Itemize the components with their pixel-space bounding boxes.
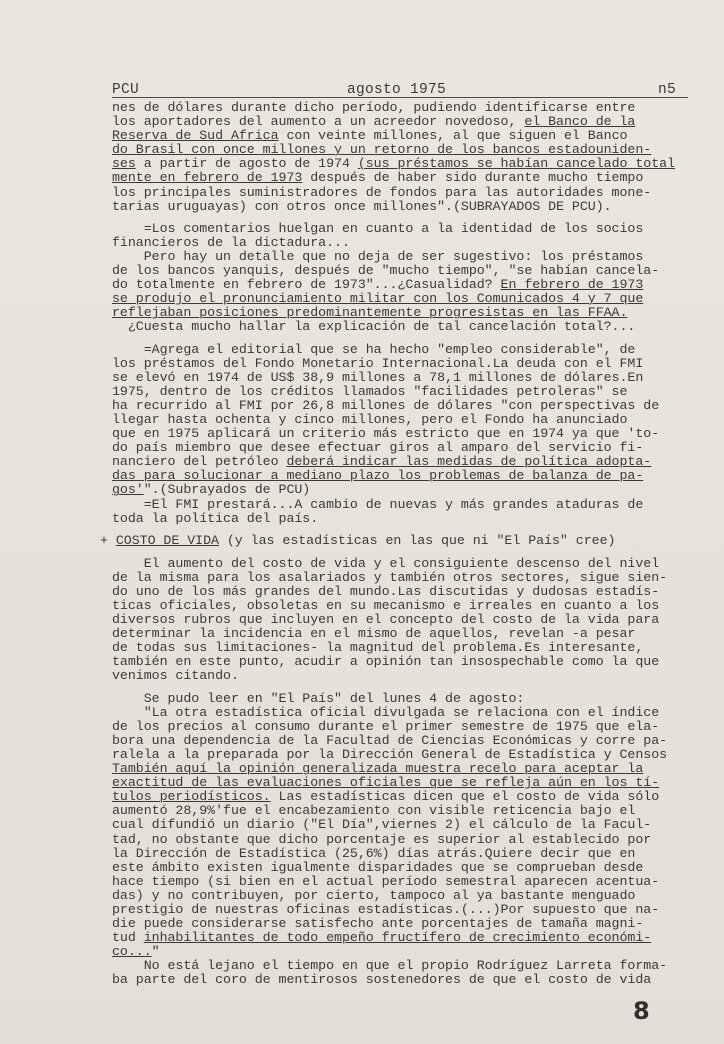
text-line (112, 171, 678, 185)
text-run: ticas oficiales, obsoletas en su mecanismo e irreales en cuanto a los (112, 598, 660, 613)
section-heading (100, 534, 678, 549)
text-line (112, 861, 678, 875)
text-line (112, 641, 678, 655)
text-line (112, 931, 678, 945)
text-run: también en este punto, acudir a opinión tan insospechable como la que (112, 654, 660, 670)
paragraph (112, 557, 678, 684)
text-line (112, 498, 678, 512)
text-run: determinar la incidencia en el mismo de aquellos, revelan -a pesar (112, 626, 636, 642)
text-line (112, 385, 678, 399)
header-publication: PCU (112, 82, 140, 98)
underlined-text-run: do Brasil con once millones y un retorno de los bancos estadouniden- (112, 142, 652, 158)
text-run: =El FMI prestará...A cambio de nuevas y más grandes ataduras de (112, 496, 644, 512)
text-line (112, 343, 678, 357)
text-line (112, 557, 678, 571)
text-run: los préstamos del Fondo Monetario Internacional.La deuda con el FMI (112, 355, 644, 371)
page-number: 8 (633, 997, 650, 1025)
text-line (112, 469, 678, 483)
text-run: de los bancos yanquis, después de "mucho tiempo", "se habían cancela- (112, 263, 660, 279)
text-run: El aumento del costo de vida y el consiguiente descenso del nivel (112, 555, 660, 571)
text-run: do totalmente en febrero de 1973"...¿Casualidad? (112, 277, 501, 293)
text-run: con veinte millones, al que siguen el Banco (278, 128, 628, 144)
text-line (112, 917, 678, 931)
text-line (112, 186, 678, 200)
underlined-text-run: se produjo el pronunciamiento militar con los Comunicados 4 y 7 que (112, 291, 644, 307)
underlined-text-run: En febrero de 1973 (500, 277, 644, 293)
text-line (112, 357, 678, 371)
text-line (112, 292, 678, 306)
text-line (112, 655, 678, 669)
text-line (112, 483, 678, 497)
text-line (112, 818, 678, 832)
text-line (112, 413, 678, 427)
text-line (112, 455, 678, 469)
text-run: bora una dependencia de la Facultad de Ciencias Económicas y corre pa- (112, 732, 668, 748)
text-run: =Agrega el editorial que se ha hecho "empleo considerable", de (112, 341, 636, 357)
text-line (112, 748, 678, 762)
header-date: agosto 1975 (347, 82, 447, 98)
underlined-text-run: deberá indicar las medidas de política adopta- (286, 454, 652, 470)
text-line (112, 571, 678, 585)
text-line (112, 973, 678, 987)
text-run: 1975, dentro de los créditos llamados "facilidades petroleras" se (112, 383, 628, 399)
text-run: tud (112, 930, 144, 946)
text-run: se elevó en 1974 de US$ 38,9 millones a 78,1 millones de dólares.En (112, 369, 644, 385)
text-line (112, 613, 678, 627)
text-run: "La otra estadística oficial divulgada se relaciona con el índice (112, 704, 660, 720)
text-line (112, 441, 678, 455)
underlined-text-run: el Banco de la (524, 114, 636, 130)
text-run: venimos citando. (112, 668, 239, 684)
text-line (112, 959, 678, 973)
text-run: los principales suministradores de fondos para las autoridades mone- (112, 184, 652, 200)
text-run: " (151, 944, 160, 960)
text-line (112, 599, 678, 613)
text-run: ha recurrido al FMI por 26,8 millones de dólares "con perspectivas de (112, 397, 660, 413)
text-line (112, 101, 678, 115)
text-run: =Los comentarios huelgan en cuanto a la identidad de los socios (112, 220, 644, 236)
text-line (112, 804, 678, 818)
text-line (112, 776, 678, 790)
text-line (112, 875, 678, 889)
text-run: do uno de los más grandes del mundo.Las discutidas y dudosas estadís- (112, 583, 660, 599)
text-run: este ámbito existen igualmente disparidades que se comprueban desde (112, 859, 644, 875)
text-run: a partir de agosto de 1974 (135, 156, 358, 172)
text-line (112, 790, 678, 804)
text-line (112, 399, 678, 413)
text-run: die puede considerarse satisfecho ante porcentajes de tamaña magni- (112, 916, 644, 932)
text-line (112, 889, 678, 903)
text-run: tarias uruguayas) con otros once millones".(SUBRAYADOS DE PCU). (112, 198, 612, 214)
text-run: do país miembro que desee efectuar giros al amparo del servicio fi- (112, 440, 644, 456)
text-run: de los precios al consumo durante el primer semestre de 1975 que ela- (112, 718, 660, 734)
text-run: tad, no obstante que dicho porcentaje es superior al establecido por (112, 831, 652, 847)
text-run: ralela a la preparada por la Dirección General de Estadística y Censos (112, 746, 668, 762)
text-run: hace tiempo (si bien en el actual período semestral aparecen acentua- (112, 873, 660, 889)
section-bullet: + (100, 532, 116, 548)
text-run: cual difundió un diario ("El Día",viernes 2) el cálculo de la Facul- (112, 817, 652, 833)
paragraph (112, 101, 678, 214)
text-line (112, 129, 678, 143)
underlined-text-run: tulos periodísticos. (112, 789, 271, 805)
section-subtitle: (y las estadísticas en las que ni "El País" cree) (218, 532, 616, 548)
text-line (112, 585, 678, 599)
text-line (112, 143, 678, 157)
section-title: COSTO DE VIDA (115, 532, 219, 548)
text-run: prestigio de nuestras oficinas estadísticas.(...)Por supuesto que na- (112, 901, 660, 917)
underlined-text-run: exactitud de las evaluaciones oficiales que se refleja aún en los tí- (112, 775, 660, 791)
text-line (112, 734, 678, 748)
text-line (112, 706, 678, 720)
text-run: ".(Subrayados de PCU) (143, 482, 311, 498)
header-rule (112, 97, 688, 98)
text-run: la Dirección de Estadística (25,6%) días atrás.Quiere decir que en (112, 845, 636, 861)
paragraph (112, 222, 678, 335)
text-line (112, 692, 678, 706)
text-run: ¿Cuesta mucho hallar la explicación de tal cancelación total?... (112, 319, 636, 335)
page-header (112, 82, 688, 100)
text-line (112, 945, 678, 959)
text-line (112, 627, 678, 641)
text-run: ba parte del coro de mentirosos sostenedores de que el costo de vida (112, 972, 652, 988)
text-line (112, 762, 678, 776)
text-run: de la misma para los asalariados y también otros sectores, sigue sien- (112, 569, 668, 585)
text-run: de todas sus limitaciones- la magnitud del problema.Es interesante, (112, 640, 644, 656)
text-run: llegar hasta ochenta y cinco millones, pero el Fondo ha anunciado (112, 411, 628, 427)
text-run: nanciero del petróleo (112, 454, 287, 470)
underlined-text-run: Reserva de Sud Africa (112, 128, 279, 144)
paragraph (112, 692, 678, 988)
text-line (112, 236, 678, 250)
text-line (112, 264, 678, 278)
text-line (112, 903, 678, 917)
text-run: Se pudo leer en "El País" del lunes 4 de agosto: (112, 690, 525, 706)
underlined-text-run: reflejaban posiciones predominantemente progresistas en las FFAA. (112, 305, 628, 321)
text-run: das) y no contribuyen, por cierto, tampoco al ya bastante menguado (112, 887, 636, 903)
text-run: nes de dólares durante dicho período, pudiendo identificarse entre (112, 100, 636, 115)
text-run: Las estadísticas dicen que el costo de vida sólo (270, 789, 660, 805)
text-line (112, 669, 678, 683)
text-run: Pero hay un detalle que no deja de ser sugestivo: los préstamos (112, 248, 644, 264)
text-run: financieros de la dictadura... (112, 234, 350, 250)
header-issue: n5 (657, 82, 676, 98)
underlined-text-run: das para solucionar a mediano plazo los problemas de balanza de pa- (112, 468, 644, 484)
underlined-text-run: mente en febrero de 1973 (112, 170, 303, 186)
text-line (112, 320, 678, 334)
paragraph (112, 343, 678, 526)
text-run: después de haber sido durante mucho tiempo (302, 170, 644, 186)
text-line (112, 200, 678, 214)
text-run: toda la política del país. (112, 510, 319, 526)
underlined-text-run: inhabilitantes de todo empeño fructífero de crecimiento económi- (143, 930, 652, 946)
text-line (112, 278, 678, 292)
text-run: diversos rubros que incluyen en el concepto del costo de la vida para (112, 612, 660, 628)
paragraph-gap (112, 988, 678, 996)
text-run: que en 1975 aplicará un criterio más estricto que en 1974 ya que 'to- (112, 426, 660, 442)
underlined-text-run: (sus préstamos se habían cancelado total (357, 156, 676, 172)
text-line (112, 833, 678, 847)
text-line (112, 222, 678, 236)
text-run: No está lejano el tiempo en que el propio Rodríguez Larreta forma- (112, 958, 668, 974)
underlined-text-run: ses (112, 156, 136, 172)
underlined-text-run: También aquí la opinión generalizada muestra recelo para aceptar la (112, 761, 644, 777)
text-run: los aportadores del aumento a un acreedor novedoso, (112, 114, 525, 130)
text-line (112, 847, 678, 861)
text-line (112, 306, 678, 320)
text-line (112, 115, 678, 129)
underlined-text-run: co... (112, 944, 152, 960)
text-line (112, 371, 678, 385)
text-run: aumentó 28,9%'fue el encabezamiento con visible reticencia bajo el (112, 803, 636, 819)
underlined-text-run: gos' (112, 482, 144, 498)
text-line (112, 720, 678, 734)
text-line (112, 512, 678, 526)
text-line (112, 250, 678, 264)
text-line (112, 157, 678, 171)
document-body (100, 100, 678, 996)
text-line (112, 427, 678, 441)
